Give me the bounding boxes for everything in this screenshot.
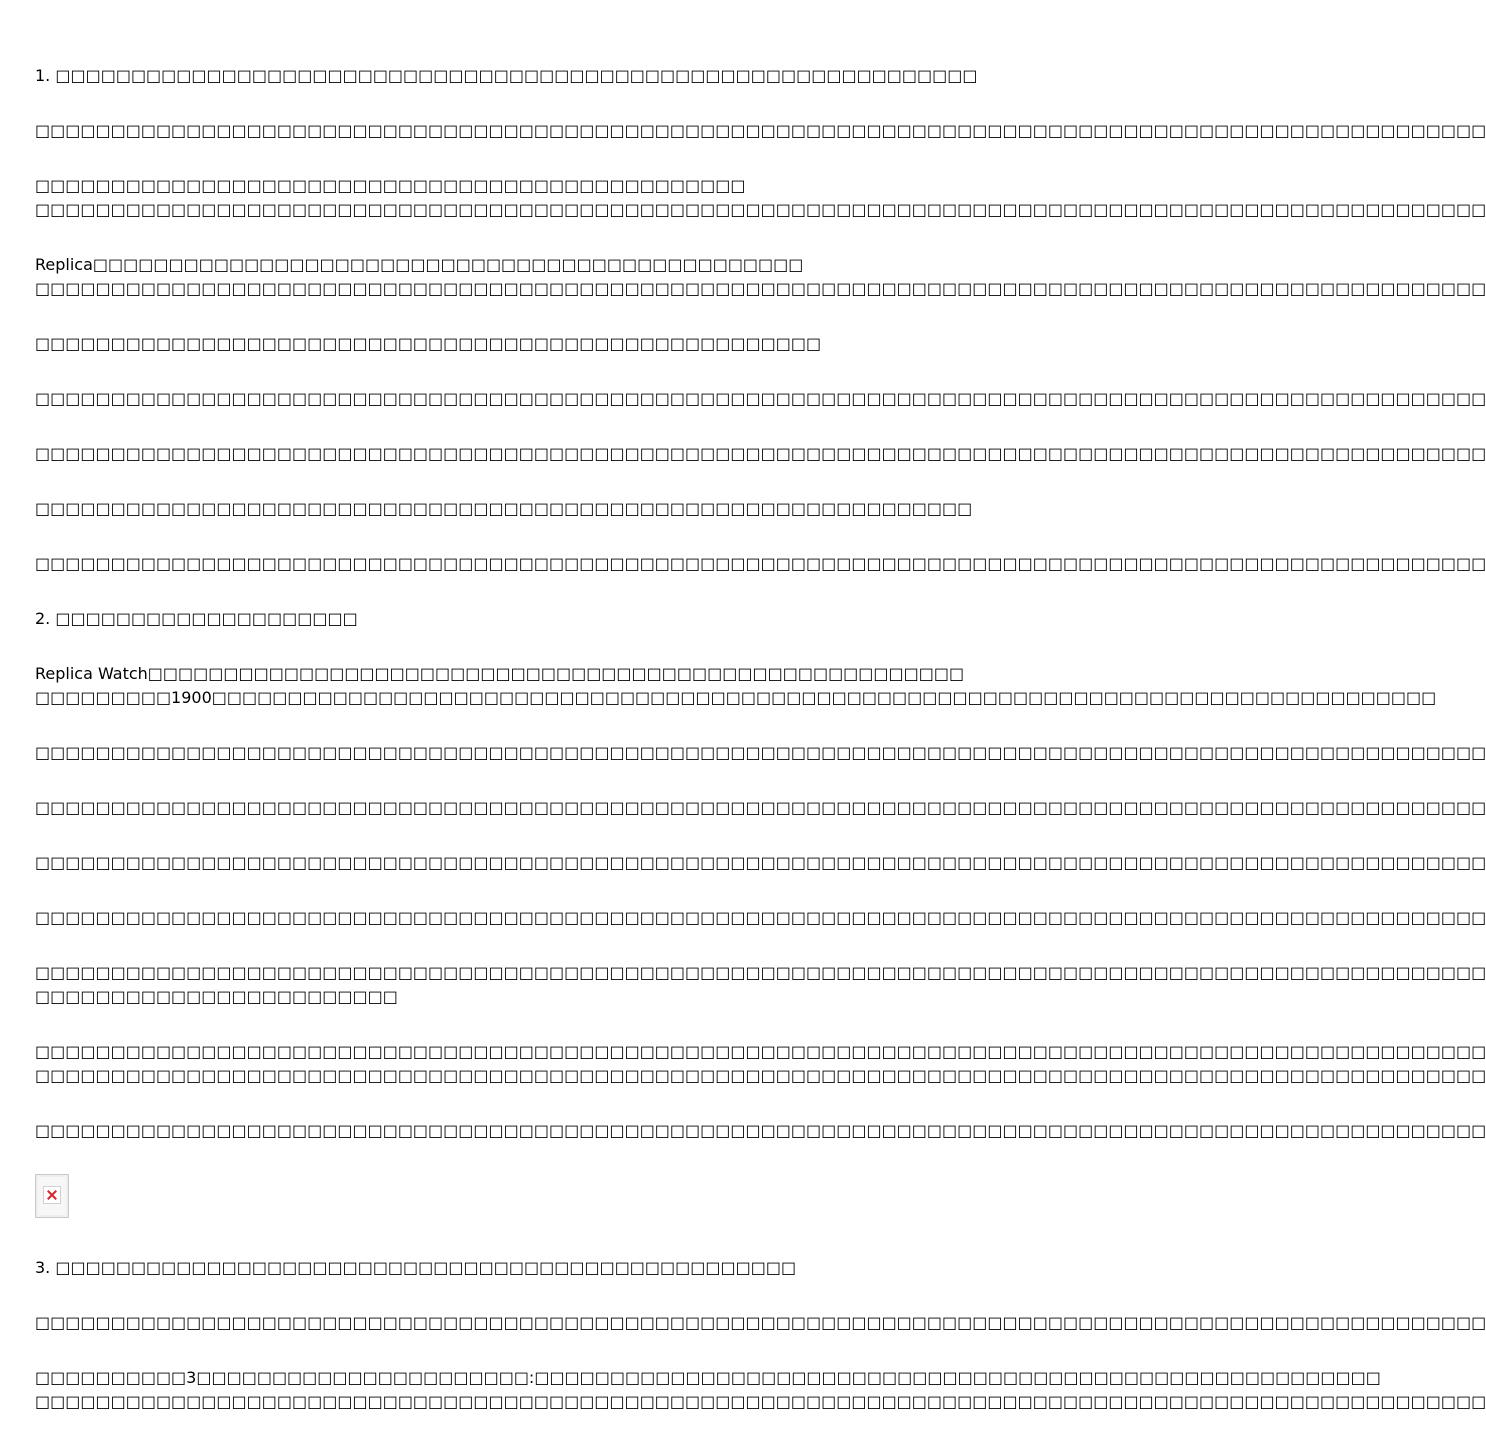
- paragraph: [35, 662, 1437, 710]
- paragraph-line: □□□□□□□□□□3□□□□□□□□□□□□□□□□□□□□□□:□□□□□□□□□□□□□□□□□□□□□□□□□□□□□□□□□□□□□□□□□□□□□□□□□□□□□□□□: [35, 1368, 1381, 1387]
- paragraph: [35, 1311, 1486, 1335]
- red-x-icon: [43, 1186, 61, 1204]
- paragraph-line: □□□□□□□□□□□□□□□□□□□□□□□□□□□□□□□□□□□□□□□□□□□□□□□□□□□□□□□□□□□□□□□□□□□□□□□□□□□□□□□□□□□□□□□□□□□□□□□□: [35, 1042, 1486, 1061]
- paragraph: [35, 119, 1486, 143]
- document-section-1-2: [35, 64, 1486, 1143]
- document-body: [35, 64, 1486, 1445]
- paragraph-line: □□□□□□□□□□□□□□□□□□□□□□□□□□□□□□□□□□□□□□□□□□□□□□□□□□□□□□□□□□□□□□□□□□□□□□□□□□□□□□□□□□□□□□□□□□□□□□□□: [35, 743, 1486, 762]
- paragraph-line: 2. □□□□□□□□□□□□□□□□□□□□: [35, 609, 358, 628]
- paragraph: [35, 497, 990, 521]
- paragraph-line: □□□□□□□□□□□□□□□□□□□□□□□□□□□□□□□□□□□□□□□□□□□□□□□□□□□□□□□□□□□□□□□□□□□□□□□□□□□□□□□□□□□□□□□□□□□□□□□□: [35, 389, 1486, 408]
- paragraph-line: □□□□□□□□□□□□□□□□□□□□□□□□□□□□□□□□□□□□□□□□□□□□□□□□□□□□: [35, 334, 822, 353]
- paragraph-line: □□□□□□□□□□□□□□□□□□□□□□□□□□□□□□□□□□□□□□□□□□□□□□□□□□□□□□□□□□□□□□□□□□□□□□□□□□□□□□□□□□□□□□□□□□□□□□□□: [35, 908, 1486, 927]
- paragraph: [35, 387, 1486, 411]
- paragraph-line: □□□□□□□□□□□□□□□□□□□□□□□□□□□□□□□□□□□□□□□□□□□□□□□□□□□□□□□□□□□□□□□□□□□□□□□□□□□□□□□□□□□□□□□□□□□□□□□□: [35, 853, 1486, 872]
- paragraph-line: □□□□□□□□□□□□□□□□□□□□□□□□□□□□□□□□□□□□□□□□□□□□□□□□□□□□□□□□□□□□□□□□□□□□□□□□□□□□□□□□□□□□□□□□□□□□□□□□: [35, 798, 1486, 817]
- paragraph-line: □□□□□□□□□□□□□□□□□□□□□□□□□□□□□□□□□□□□□□□□□□□□□□□□□□□□□□□□□□□□□□□□□□□□□□□□□□□□□□□□□□□□□□□□□□□□□□□□: [35, 279, 1486, 298]
- paragraph-line: □□□□□□□□□□□□□□□□□□□□□□□□□□□□□□□□□□□□□□□□□□□□□□□□□□□□□□□□□□□□□□□□□□□□□□□□□□□□□□□□□□□□□□□□□□□□□□□□: [35, 1392, 1486, 1411]
- paragraph-line: □□□□□□□□□□□□□□□□□□□□□□□□□□□□□□□□□□□□□□□□□□□□□□□□□□□□□□□□□□□□□□□□□□□□□□□□□□□□□□□□□□□□□□□□□□□□□□□□: [35, 200, 1486, 219]
- paragraph: [35, 442, 1486, 466]
- paragraph: [35, 552, 1486, 576]
- paragraph-line: □□□□□□□□□□□□□□□□□□□□□□□□□□□□□□□□□□□□□□□□□□□□□□□□□□□□□□□□□□□□□□□□□□□□□□□□□□□□□□□□□□□□□□□□□□□□□□□□: [35, 1066, 1486, 1085]
- paragraph-line: □□□□□□□□□1900□□□□□□□□□□□□□□□□□□□□□□□□□□□□□□□□□□□□□□□□□□□□□□□□□□□□□□□□□□□□□□□□□□□□□□□□□□□□□□□□□: [35, 688, 1437, 707]
- broken-image-icon: [35, 1174, 69, 1218]
- paragraph: [35, 851, 1486, 875]
- paragraph: [35, 1040, 1486, 1088]
- paragraph: [35, 64, 990, 88]
- document-section-3: [35, 1256, 1486, 1414]
- paragraph-line: □□□□□□□□□□□□□□□□□□□□□□□□□□□□□□□□□□□□□□□□□□□□□□□□□□□□□□□□□□□□□□□□□□□□□□□□□□□□□□□□□□□□□□□□□□□□□□□□: [35, 963, 1486, 982]
- paragraph-line: □□□□□□□□□□□□□□□□□□□□□□□□□□□□□□□□□□□□□□□□□□□□□□□□□□□□□□□□□□□□□□□□□□□□□□□□□□□□□□□□□□□□□□□□□□□□□□□□: [35, 1313, 1486, 1332]
- paragraph-line: □□□□□□□□□□□□□□□□□□□□□□□□: [35, 987, 398, 1006]
- paragraph-line: 3. □□□□□□□□□□□□□□□□□□□□□□□□□□□□□□□□□□□□□□□□□□□□□□□□□: [35, 1258, 797, 1277]
- paragraph: [35, 332, 990, 356]
- paragraph: [35, 796, 1486, 820]
- paragraph-line: □□□□□□□□□□□□□□□□□□□□□□□□□□□□□□□□□□□□□□□□□□□□□□□□□□□□□□□□□□□□□□: [35, 499, 973, 518]
- paragraph: [35, 741, 1486, 765]
- paragraph-line: Replica□□□□□□□□□□□□□□□□□□□□□□□□□□□□□□□□□□□□□□□□□□□□□□□: [35, 255, 804, 274]
- paragraph-line: □□□□□□□□□□□□□□□□□□□□□□□□□□□□□□□□□□□□□□□□□□□□□□□□□□□□□□□□□□□□□□□□□□□□□□□□□□□□□□□□□□□□□□□□□□□□□□□□: [35, 444, 1486, 463]
- paragraph-line: □□□□□□□□□□□□□□□□□□□□□□□□□□□□□□□□□□□□□□□□□□□□□□□□□□□□□□□□□□□□□□□□□□□□□□□□□□□□□□□□□□□□□□□□□□□□□□□□: [35, 121, 1486, 140]
- paragraph: [35, 607, 990, 631]
- paragraph: [35, 1366, 1486, 1414]
- paragraph-line: □□□□□□□□□□□□□□□□□□□□□□□□□□□□□□□□□□□□□□□□□□□□□□□□□□□□□□□□□□□□□□□□□□□□□□□□□□□□□□□□□□□□□□□□□□□□□□□□: [35, 1121, 1486, 1140]
- paragraph: [35, 253, 1486, 301]
- paragraph-line: Replica Watch□□□□□□□□□□□□□□□□□□□□□□□□□□□□□□□□□□□□□□□□□□□□□□□□□□□□□□: [35, 664, 965, 683]
- paragraph-line: □□□□□□□□□□□□□□□□□□□□□□□□□□□□□□□□□□□□□□□□□□□□□□□: [35, 176, 746, 195]
- paragraph-line: 1. □□□□□□□□□□□□□□□□□□□□□□□□□□□□□□□□□□□□□□□□□□□□□□□□□□□□□□□□□□□□□: [35, 66, 978, 85]
- paragraph: [35, 961, 1486, 1009]
- paragraph: [35, 906, 1486, 930]
- paragraph: [35, 174, 1486, 222]
- paragraph: [35, 1256, 990, 1280]
- paragraph-line: □□□□□□□□□□□□□□□□□□□□□□□□□□□□□□□□□□□□□□□□□□□□□□□□□□□□□□□□□□□□□□□□□□□□□□□□□□□□□□□□□□□□□□□□□□□□□□□□: [35, 554, 1486, 573]
- paragraph: [35, 1119, 1486, 1143]
